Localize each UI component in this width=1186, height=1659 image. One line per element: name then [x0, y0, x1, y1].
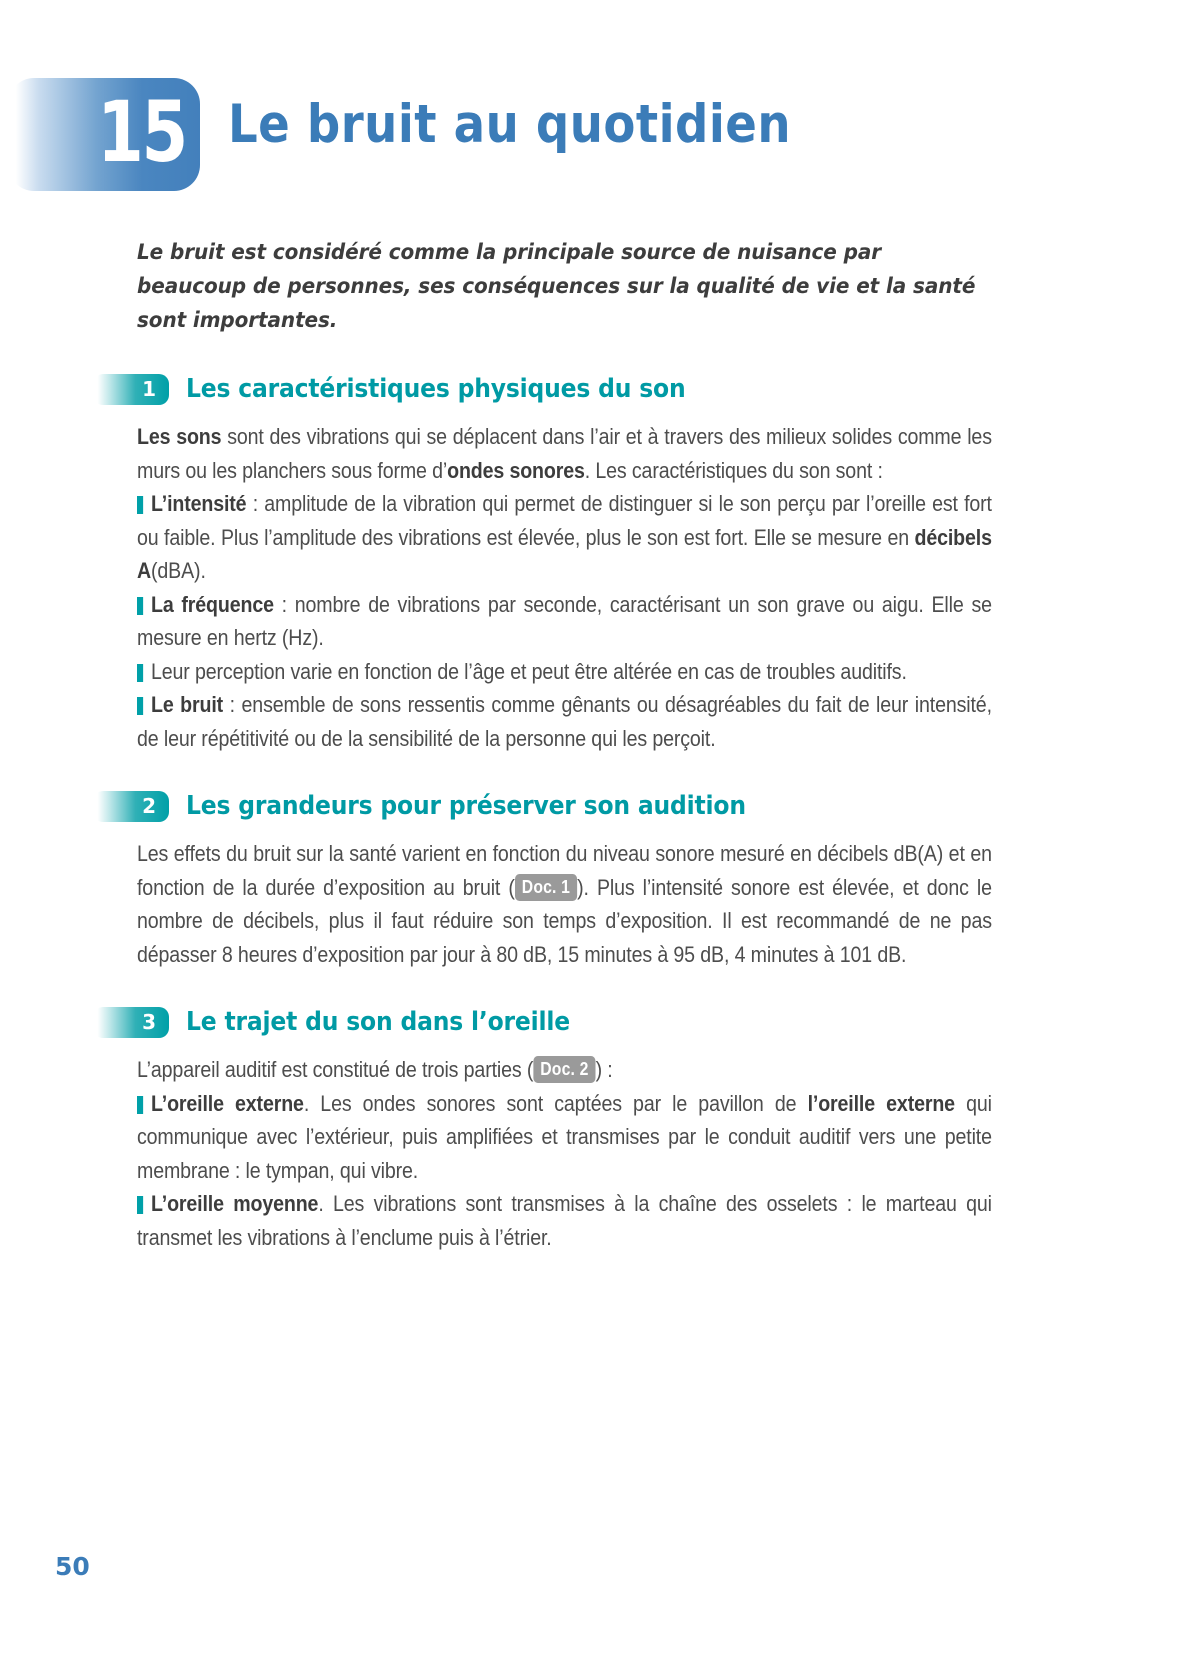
text: . Les caractéristiques du son sont :	[584, 457, 883, 483]
bullet-lead: L’oreille externe	[151, 1090, 304, 1116]
paragraph	[137, 837, 992, 971]
text: Leur perception varie en fonction de l’âge et peut être altérée en cas de troubles auditifs.	[151, 658, 907, 684]
paragraph	[137, 420, 992, 487]
section-heading-3	[93, 1005, 992, 1039]
emphasis-decibels: décibels A	[137, 524, 992, 583]
section-number-badge-2	[93, 791, 169, 822]
chapter-number-badge	[8, 78, 200, 191]
intro-paragraph: Le bruit est considéré comme la principale source de nuisance par beaucoup de personnes, ses conséquences sur la qualité de vie et la santé sont importantes.	[137, 240, 976, 333]
emphasis-oreille-externe: l’oreille externe	[807, 1090, 955, 1116]
section-title-3: Le trajet du son dans l’oreille	[186, 1007, 570, 1037]
page-number: 50	[55, 1552, 90, 1581]
section-title-2: Les grandeurs pour préserver son audition	[186, 791, 746, 821]
text: (dBA).	[151, 558, 206, 583]
text: sont des vibrations qui se déplacent dans l’air et à travers des milieux solides comme les murs ou les planchers sous forme d’	[137, 424, 992, 483]
section-number-2: 2	[142, 794, 156, 818]
list-item	[137, 688, 992, 755]
doc-reference-chip[interactable]: Doc. 2	[533, 1056, 595, 1083]
section-3-body	[137, 1053, 992, 1254]
text: qui communique avec l’extérieur, puis amplifiées et transmises par le conduit auditif vers une petite membrane : le tympan, qui vibre.	[137, 1090, 992, 1183]
paragraph	[137, 1053, 992, 1087]
text: L’appareil auditif est constitué de trois parties (	[137, 1057, 534, 1082]
section-number-badge-1	[93, 374, 169, 405]
bullet-lead: La fréquence	[151, 591, 274, 617]
bullet-lead: L’oreille moyenne	[151, 1191, 319, 1216]
text: . Les ondes sonores sont captées par le pavillon de	[303, 1090, 808, 1116]
text: ). Plus l’intensité sonore est élevée, et donc le nombre de décibels, plus il faut réduire son temps d’exposition. Il est recommandé de ne pas dépasser 8 heures d’exposition par jour à 80 dB, 15 minutes à 95 dB, 4 minutes à 101 dB.	[137, 874, 992, 967]
list-item	[137, 487, 992, 588]
text: Les effets du bruit sur la santé varient en fonction du niveau sonore mesuré en décibels dB(A) et en fonction de la durée d’exposition au bruit (	[137, 841, 992, 900]
text: : amplitude de la vibration qui permet de distinguer si le son perçu par l’oreille est fort ou faible. Plus l’amplitude des vibrations est élevée, plus le son est fort. Elle se mesure en	[137, 491, 992, 550]
section-heading-1	[93, 372, 992, 406]
section-title-1: Les caractéristiques physiques du son	[186, 374, 686, 404]
text: . Les vibrations sont transmises à la chaîne des osselets : le marteau qui transmet les vibrations à l’enclume puis à l’étrier.	[137, 1191, 992, 1250]
emphasis-les-sons: Les sons	[137, 424, 222, 449]
bullet-lead: L’intensité	[151, 491, 247, 516]
text: : ensemble de sons ressentis comme gênants ou désagréables du fait de leur intensité, de leur répétitivité ou de la sensibilité de la personne qui les perçoit.	[137, 692, 992, 751]
chapter-number: 15	[97, 82, 186, 181]
section-2-body	[137, 837, 992, 971]
bullet-lead: Le bruit	[151, 692, 224, 717]
list-item	[137, 1087, 992, 1188]
emphasis-ondes-sonores: ondes sonores	[447, 457, 585, 483]
chapter-header	[0, 78, 1186, 196]
section-heading-2	[93, 789, 992, 823]
section-number-3: 3	[142, 1010, 156, 1034]
section-number-badge-3	[93, 1007, 169, 1038]
doc-reference-chip[interactable]: Doc. 1	[515, 874, 577, 901]
list-item	[137, 1187, 992, 1254]
section-1-body	[137, 420, 992, 755]
section-number-1: 1	[142, 377, 156, 401]
list-item	[137, 655, 992, 689]
page-title: Le bruit au quotidien	[228, 94, 791, 155]
text: : nombre de vibrations par seconde, caractérisant un son grave ou aigu. Elle se mesure en hertz (Hz).	[137, 591, 992, 650]
list-item	[137, 588, 992, 655]
text: ) :	[595, 1057, 613, 1082]
content-column	[137, 236, 992, 1254]
